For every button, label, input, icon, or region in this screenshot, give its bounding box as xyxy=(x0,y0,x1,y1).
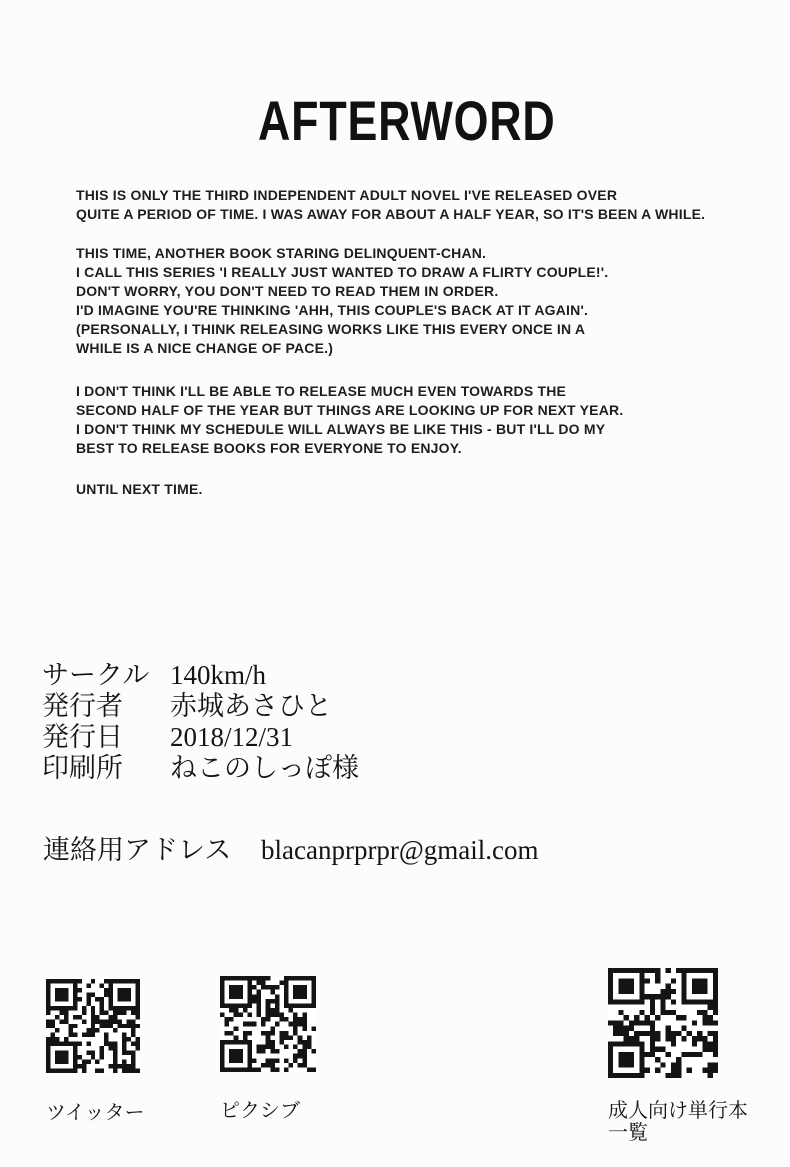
qr-label-adult-books-list: 成人向け単行本 一覧 xyxy=(608,1100,748,1144)
closing-line: UNTIL NEXT TIME. xyxy=(76,481,203,497)
contact-row xyxy=(43,828,539,867)
colophon-row-publisher xyxy=(42,691,359,722)
colophon-value: ねこのしっぽ様 xyxy=(170,753,359,783)
page-title: AFTERWORD xyxy=(258,89,556,152)
colophon-label: 発行日 xyxy=(42,722,123,752)
contact-label: 連絡用アドレス xyxy=(43,835,232,865)
colophon xyxy=(42,660,359,784)
qr-figure-twitter xyxy=(46,978,145,1124)
colophon-value: 2018/12/31 xyxy=(170,722,294,752)
qr-code-pixiv xyxy=(220,976,316,1072)
qr-label-twitter: ツイッター xyxy=(46,1102,145,1124)
qr-code-twitter xyxy=(46,978,140,1074)
colophon-value: 140km/h xyxy=(170,660,267,690)
afterword-body xyxy=(76,186,766,499)
colophon-value: 赤城あさひと xyxy=(170,691,332,721)
qr-code-adult-books-list xyxy=(608,968,718,1078)
contact-email: blacanprprpr@gmail.com xyxy=(261,835,539,865)
qr-figure-pixiv xyxy=(220,976,316,1122)
colophon-label: 印刷所 xyxy=(42,753,123,783)
paragraph-3: I DON'T THINK I'LL BE ABLE TO RELEASE MUCH EVEN TOWARDS THE SECOND HALF OF THE YEAR BUT THINGS ARE LOOKING UP FOR NEXT YEAR. I DON'T THINK MY SCHEDULE WILL ALWAYS BE LIKE THIS - BUT I'LL DO MY BEST TO RELEASE BOOKS FOR EVERYONE TO ENJOY. xyxy=(76,383,624,456)
colophon-label: サークル xyxy=(42,660,150,690)
paragraph-2: THIS TIME, ANOTHER BOOK STARING DELINQUENT-CHAN. I CALL THIS SERIES 'I REALLY JUST WANTED TO DRAW A FLIRTY COUPLE!'. DON'T WORRY, YOU DON'T NEED TO READ THEM IN ORDER. I'D IMAGINE YOU'RE THINKING 'AHH, THIS COUPLE'S BACK AT IT AGAIN'. (PERSONALLY, I THINK RELEASING WORKS LIKE THIS EVERY ONCE IN A WHILE IS A NICE CHANGE OF PACE.) xyxy=(76,245,609,356)
qr-label-pixiv: ピクシブ xyxy=(220,1100,300,1122)
qr-figure-adult-books-list xyxy=(608,968,748,1144)
colophon-row-printer xyxy=(42,753,359,784)
paragraph-1: THIS IS ONLY THE THIRD INDEPENDENT ADULT NOVEL I'VE RELEASED OVER QUITE A PERIOD OF TIME. I WAS AWAY FOR ABOUT A HALF YEAR, SO IT'S BEEN A WHILE. xyxy=(76,187,706,222)
colophon-row-circle xyxy=(42,660,359,691)
colophon-row-publish-date xyxy=(42,722,359,753)
colophon-label: 発行者 xyxy=(42,691,123,721)
